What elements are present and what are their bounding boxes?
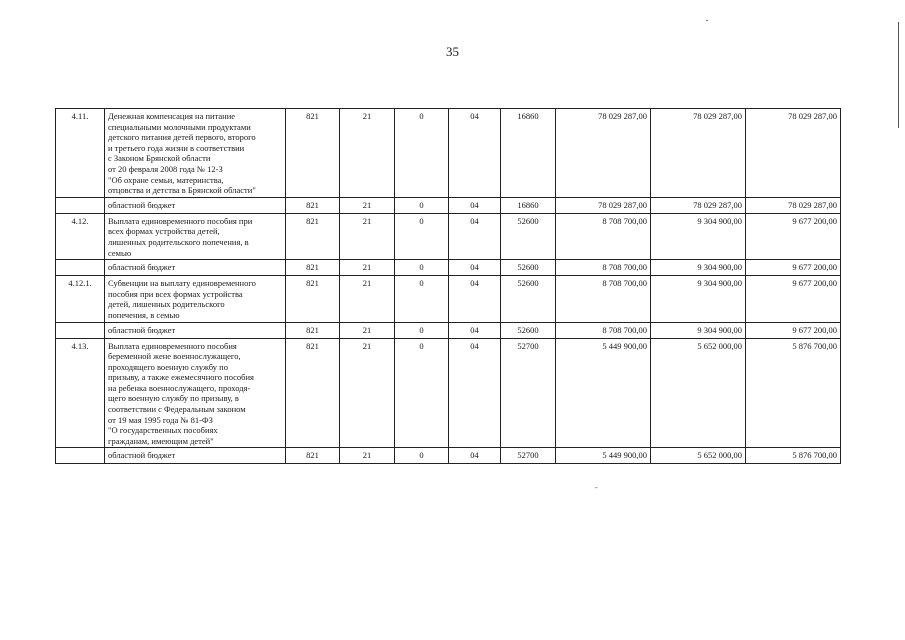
row-number xyxy=(56,448,105,464)
amount-year-1: 8 708 700,00 xyxy=(556,276,651,322)
code-section: 21 xyxy=(340,260,395,276)
table-subrow xyxy=(56,448,841,464)
row-number: 4.12.1. xyxy=(56,276,105,322)
amount-year-3: 78 029 287,00 xyxy=(746,197,841,213)
amount-year-2: 9 304 900,00 xyxy=(651,213,746,259)
amount-year-2: 5 652 000,00 xyxy=(651,338,746,448)
row-name: Выплата единовременного пособия беременной жене военнослужащего, проходящего военную службу по призыву, а также ежемесячного пособия на ребенка военнослужащего, проходя- щего военную службу по призыву, в соответствии с Федеральным законом от 19 мая 1995 года № 81-ФЗ "О государственных пособиях гражданам, имеющим детей" xyxy=(105,338,286,448)
code-section: 21 xyxy=(340,448,395,464)
code-direction: 52600 xyxy=(501,213,556,259)
code-ministry: 821 xyxy=(286,338,340,448)
table-row xyxy=(56,109,841,198)
code-subsection: 0 xyxy=(395,109,449,198)
code-direction: 52700 xyxy=(501,448,556,464)
table-row xyxy=(56,213,841,259)
code-ministry: 821 xyxy=(286,213,340,259)
code-program: 04 xyxy=(449,322,501,338)
page-number: 35 xyxy=(446,44,459,59)
amount-year-1: 78 029 287,00 xyxy=(556,109,651,198)
table-row xyxy=(56,338,841,448)
code-direction: 16860 xyxy=(501,197,556,213)
code-program: 04 xyxy=(449,276,501,322)
code-program: 04 xyxy=(449,213,501,259)
code-program: 04 xyxy=(449,260,501,276)
code-section: 21 xyxy=(340,276,395,322)
amount-year-3: 5 876 700,00 xyxy=(746,448,841,464)
row-number: 4.12. xyxy=(56,213,105,259)
code-direction: 52600 xyxy=(501,322,556,338)
table-row xyxy=(56,276,841,322)
code-section: 21 xyxy=(340,338,395,448)
code-program: 04 xyxy=(449,338,501,448)
code-subsection: 0 xyxy=(395,276,449,322)
code-section: 21 xyxy=(340,322,395,338)
row-number: 4.13. xyxy=(56,338,105,448)
code-ministry: 821 xyxy=(286,109,340,198)
amount-year-3: 9 677 200,00 xyxy=(746,322,841,338)
amount-year-2: 9 304 900,00 xyxy=(651,276,746,322)
row-number xyxy=(56,260,105,276)
row-number xyxy=(56,197,105,213)
scan-mark: - xyxy=(595,483,598,492)
table-subrow xyxy=(56,260,841,276)
code-subsection: 0 xyxy=(395,338,449,448)
row-name: Денежная компенсация на питание специальными молочными продуктами детского питания детей первого, второго и третьего года жизни в соответствии с Законом Брянской области от 20 февраля 2008 года № 12-З "Об охране семьи, материнства, отцовства и детства в Брянской области" xyxy=(105,109,286,198)
row-number xyxy=(56,322,105,338)
code-ministry: 821 xyxy=(286,197,340,213)
amount-year-3: 5 876 700,00 xyxy=(746,338,841,448)
row-name: областной бюджет xyxy=(105,448,286,464)
amount-year-1: 8 708 700,00 xyxy=(556,260,651,276)
row-name: областной бюджет xyxy=(105,197,286,213)
table-subrow xyxy=(56,322,841,338)
code-direction: 52600 xyxy=(501,260,556,276)
code-program: 04 xyxy=(449,197,501,213)
amount-year-2: 5 652 000,00 xyxy=(651,448,746,464)
code-subsection: 0 xyxy=(395,197,449,213)
code-subsection: 0 xyxy=(395,322,449,338)
row-name: областной бюджет xyxy=(105,322,286,338)
amount-year-2: 78 029 287,00 xyxy=(651,109,746,198)
amount-year-3: 9 677 200,00 xyxy=(746,276,841,322)
amount-year-3: 9 677 200,00 xyxy=(746,213,841,259)
amount-year-1: 78 029 287,00 xyxy=(556,197,651,213)
amount-year-1: 8 708 700,00 xyxy=(556,213,651,259)
amount-year-3: 9 677 200,00 xyxy=(746,260,841,276)
code-subsection: 0 xyxy=(395,213,449,259)
amount-year-2: 9 304 900,00 xyxy=(651,260,746,276)
code-program: 04 xyxy=(449,448,501,464)
code-direction: 16860 xyxy=(501,109,556,198)
amount-year-1: 5 449 900,00 xyxy=(556,338,651,448)
scan-speck xyxy=(706,20,708,21)
code-ministry: 821 xyxy=(286,322,340,338)
code-ministry: 821 xyxy=(286,276,340,322)
table-subrow xyxy=(56,197,841,213)
code-subsection: 0 xyxy=(395,448,449,464)
amount-year-1: 8 708 700,00 xyxy=(556,322,651,338)
amount-year-3: 78 029 287,00 xyxy=(746,109,841,198)
scan-edge-line xyxy=(898,22,899,128)
row-name: областной бюджет xyxy=(105,260,286,276)
row-name: Выплата единовременного пособия при всех формах устройства детей, лишенных родительского попечения, в семью xyxy=(105,213,286,259)
budget-table xyxy=(55,108,841,464)
code-ministry: 821 xyxy=(286,448,340,464)
row-name: Субвенции на выплату единовременного пособия при всех формах устройства детей, лишенных родительского попечения, в семью xyxy=(105,276,286,322)
code-section: 21 xyxy=(340,213,395,259)
budget-table-body xyxy=(56,109,841,464)
code-ministry: 821 xyxy=(286,260,340,276)
code-section: 21 xyxy=(340,109,395,198)
amount-year-2: 9 304 900,00 xyxy=(651,322,746,338)
code-program: 04 xyxy=(449,109,501,198)
code-direction: 52600 xyxy=(501,276,556,322)
row-number: 4.11. xyxy=(56,109,105,198)
code-direction: 52700 xyxy=(501,338,556,448)
amount-year-2: 78 029 287,00 xyxy=(651,197,746,213)
code-section: 21 xyxy=(340,197,395,213)
amount-year-1: 5 449 900,00 xyxy=(556,448,651,464)
code-subsection: 0 xyxy=(395,260,449,276)
